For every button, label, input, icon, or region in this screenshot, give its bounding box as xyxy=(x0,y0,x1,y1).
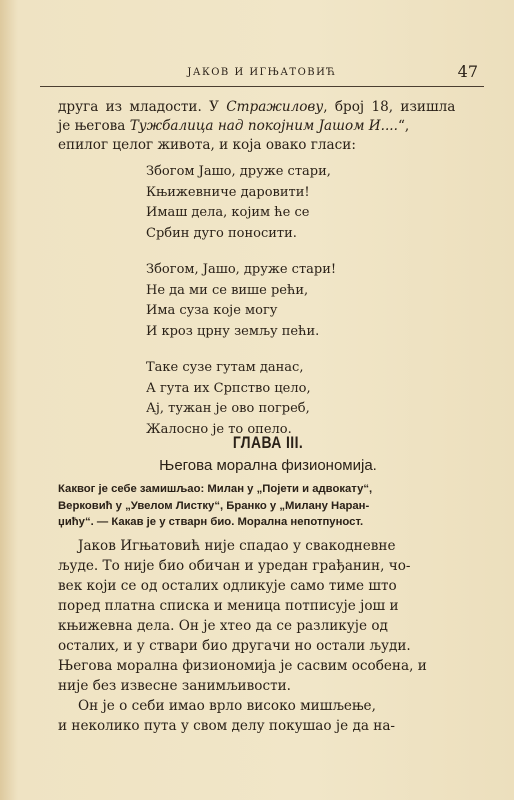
poem-stanza xyxy=(146,162,336,244)
body-line: осталих, и у ствари био другачи но остали људи. xyxy=(58,638,411,654)
poem-line: Не да ми се више рећи, xyxy=(146,282,309,298)
intro-line-3: епилог целог живота, и која овако гласи: xyxy=(58,137,356,153)
summary-line: Каквог је себе замишљао: Милан у „Појети и адвокату“, xyxy=(58,483,373,495)
body-line: Он је о себи имао врло високо мишљење, xyxy=(78,698,376,714)
intro-line-2 xyxy=(58,117,478,136)
intro-paragraph xyxy=(58,98,478,155)
poem xyxy=(146,162,336,456)
chapter-title: ГЛАВА III. xyxy=(232,433,304,452)
body-line: људе. То није био обичан и уредан грађанин, чо- xyxy=(58,558,411,574)
poem-line: Жалосно је то опело. xyxy=(146,421,292,437)
poem-line: Таке сузе гутам данас, xyxy=(146,360,304,375)
summary-line: Верковић у „Увелом Листку“, Бранко у „Милану Наран- xyxy=(58,499,370,512)
italic-title: Тужбалица над покојним Јашом И.... xyxy=(129,118,398,134)
poem-line: Имаш дела, којим ће се xyxy=(146,205,310,220)
running-title: ЈАКОВ И ИГЊАТОВИЋ xyxy=(187,67,337,78)
poem-line: Књижевниче даровити! xyxy=(146,184,310,200)
body-text xyxy=(58,536,478,736)
intro-text: , број 18, изишла xyxy=(323,99,456,115)
italic-title: Стражилову xyxy=(226,99,324,115)
body-line: Јаков Игњатовић није спадао у свакодневне xyxy=(78,538,396,554)
poem-line: И кроз црну земљу пећи. xyxy=(146,323,320,339)
intro-text: друга из младости. У xyxy=(58,99,227,115)
intro-text: “, xyxy=(397,118,410,134)
page-header xyxy=(40,64,484,87)
body-line: Његова морална физиономија је сасвим особена, и xyxy=(58,658,427,674)
body-line: век који се од осталих одликује само тиме што xyxy=(58,578,397,594)
chapter-summary xyxy=(58,481,478,531)
body-line: поред платна списка и меница потписује још и xyxy=(58,598,399,614)
body-line: није без извесне занимљивости. xyxy=(58,678,291,694)
page-number: 47 xyxy=(457,62,478,81)
poem-line: Збогом, Јашо, друже стари! xyxy=(146,262,337,277)
body-line: књижевна дела. Он је хтео да се разликује од xyxy=(58,618,388,634)
intro-text: је његова xyxy=(58,118,130,134)
poem-line: А гута их Српство цело, xyxy=(146,380,311,396)
poem-line: Ај, тужан је ово погреб, xyxy=(146,401,310,416)
poem-line: Србин дуго поносити. xyxy=(146,225,297,241)
summary-line: џићу“. — Какав је у стварн био. Морална непотпуност. xyxy=(58,516,364,528)
poem-stanza xyxy=(146,358,336,440)
intro-line-1 xyxy=(58,98,478,117)
poem-line: Збогом Јашо, друже стари, xyxy=(146,164,331,179)
body-line: и неколико пута у свом делу покушао је да на- xyxy=(58,718,396,734)
poem-line: Има суза које могу xyxy=(146,303,278,318)
poem-stanza xyxy=(146,260,336,342)
chapter-subtitle: Његова морална физиономија. xyxy=(159,457,377,474)
